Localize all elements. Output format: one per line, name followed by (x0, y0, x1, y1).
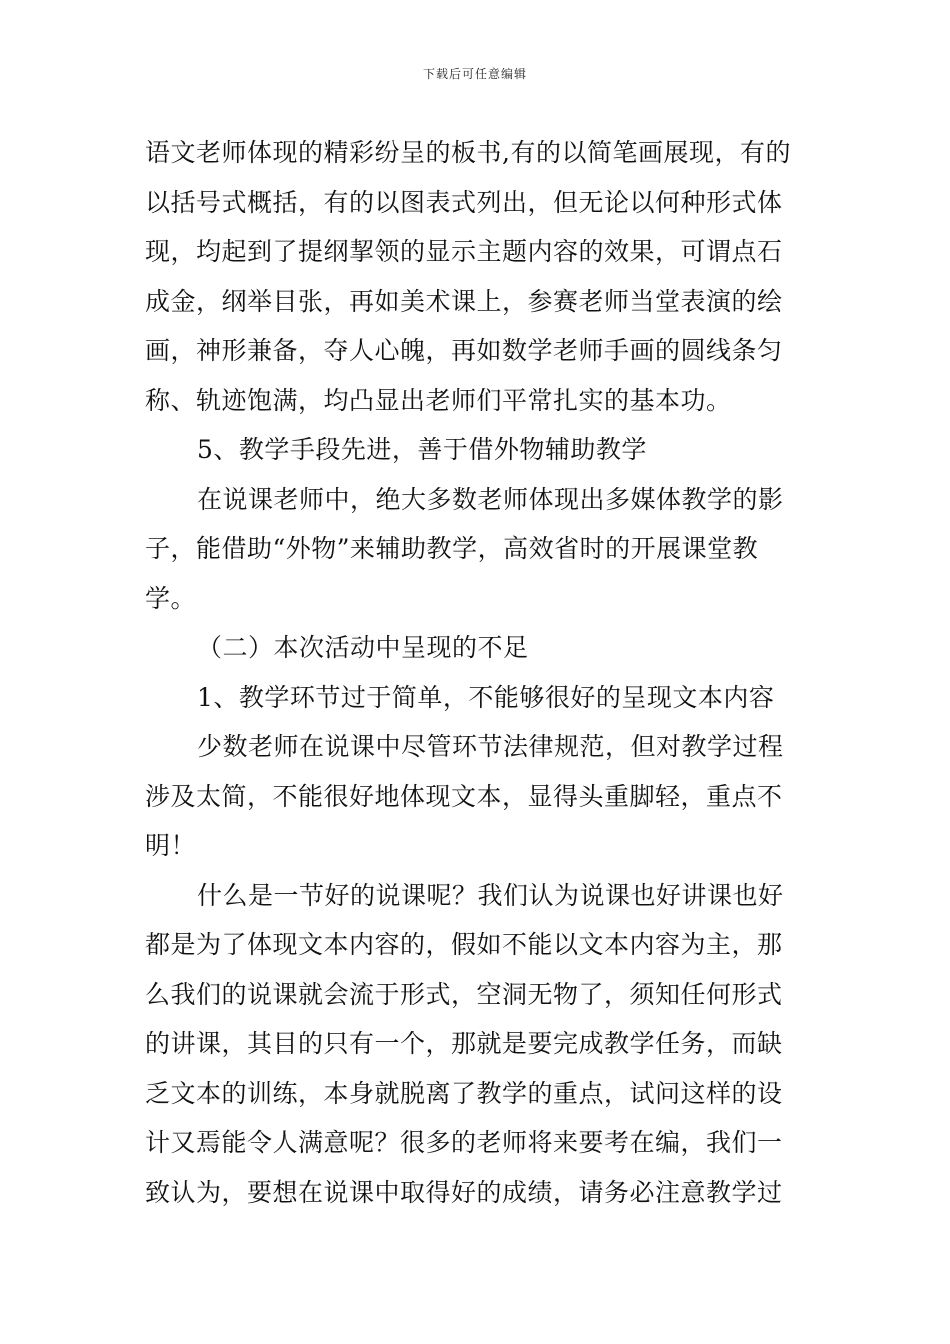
text-line: 么我们的说课就会流于形式，空洞无物了，须知任何形式 (145, 979, 783, 1009)
text-line: 成金，纲举目张，再如美术课上，参赛老师当堂表演的绘 (145, 286, 783, 316)
text-line: 少数老师在说课中尽管环节法律规范，但对教学过程 (197, 732, 784, 761)
text-line: 涉及太简，不能很好地体现文本，显得头重脚轻，重点不 (145, 781, 783, 811)
text-line: 都是为了体现文本内容的，假如不能以文本内容为主，那 (145, 930, 783, 959)
section-heading: 1、教学环节过于简单，不能够很好的呈现文本内容 (197, 682, 775, 712)
text-line: 以括号式概括，有的以图表式列出，但无论以何种形式体 (145, 187, 783, 217)
text-line: 语文老师体现的精彩纷呈的板书,有的以简笔画展现，有的 (145, 138, 791, 167)
text-line: 的讲课，其目的只有一个，那就是要完成教学任务，而缺 (145, 1029, 783, 1058)
text-line: 称、轨迹饱满，均凸显出老师们平常扎实的基本功。 (145, 385, 732, 415)
text-line: 致认为，要想在说课中取得好的成绩，请务必注意教学过 (145, 1177, 783, 1207)
text-line: 学。 (145, 583, 197, 613)
text-line: 乏文本的训练，本身就脱离了教学的重点，试问这样的设 (145, 1078, 783, 1108)
text-line: 明！ (145, 831, 197, 860)
text-line: 什么是一节好的说课呢？我们认为说课也好讲课也好 (197, 880, 784, 910)
page-header: 下载后可任意编辑 (422, 67, 527, 81)
text-line: 在说课老师中，绝大多数老师体现出多媒体教学的影 (197, 484, 784, 514)
text-line: 计又焉能令人满意呢？很多的老师将来要考在编，我们一 (145, 1128, 783, 1157)
document-body (145, 128, 807, 1217)
section-heading: （二）本次活动中呈现的不足 (197, 633, 529, 662)
text-line: 子，能借助“外物”来辅助教学，高效省时的开展课堂教 (145, 534, 759, 563)
text-line: 画，神形兼备，夺人心魄，再如数学老师手画的圆线条匀 (145, 336, 783, 365)
text-line: 现，均起到了提纲挈领的显示主题内容的效果，可谓点石 (145, 237, 783, 266)
section-heading: 5、教学手段先进，善于借外物辅助教学 (197, 435, 647, 464)
